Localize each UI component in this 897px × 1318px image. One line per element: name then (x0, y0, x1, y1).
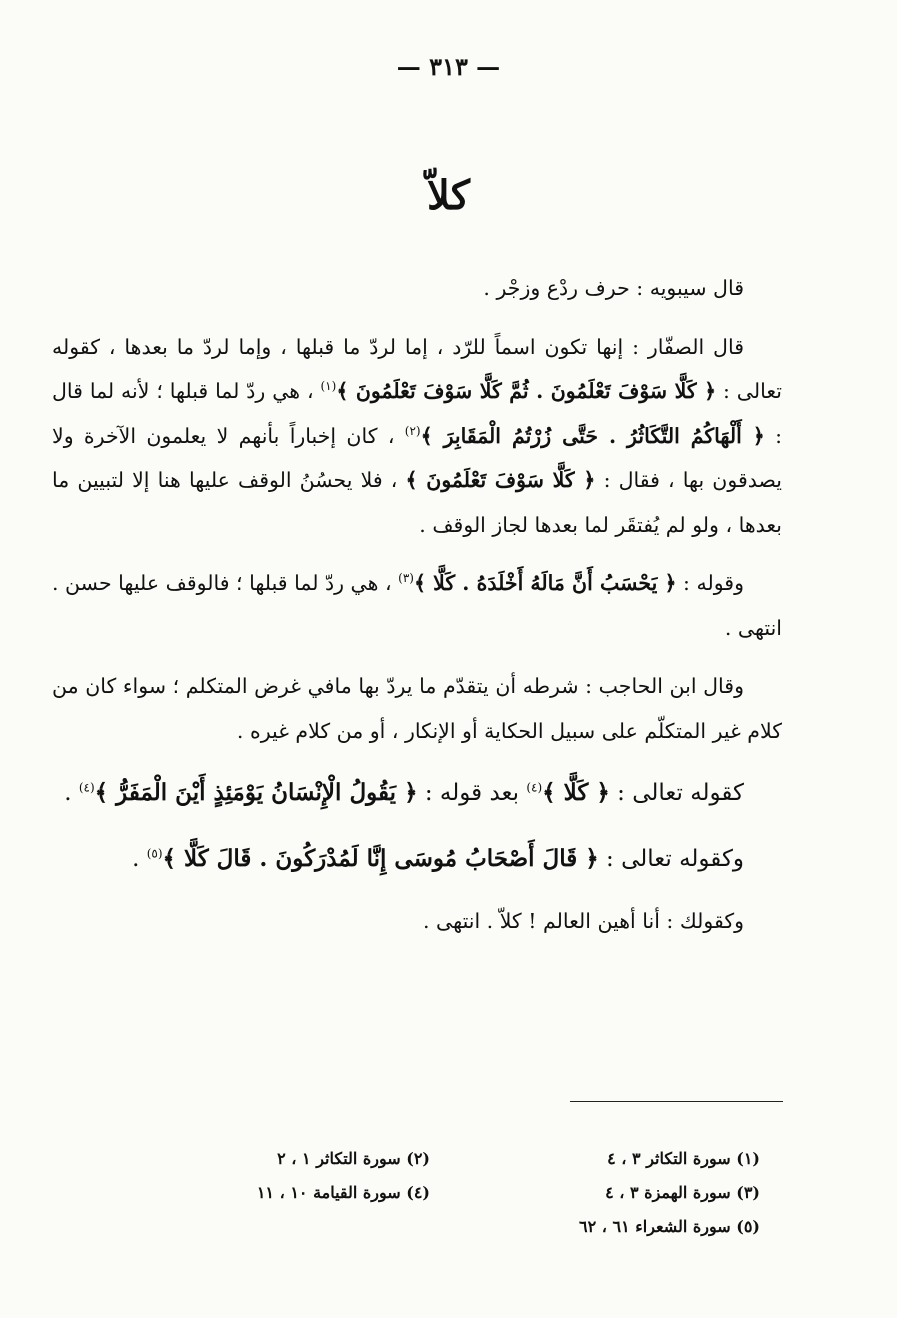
paragraph-ibn-hajib (52, 664, 782, 753)
footnote-ref: (١) (320, 379, 337, 394)
footnote-row (100, 1142, 760, 1176)
footnote-row (100, 1210, 760, 1244)
footnote-ref: (٣) (398, 571, 414, 586)
paragraph-text: قال الصفّار : إنها تكون اسماً للرّد ، إما لردّ ما قبلها ، وإما لردّ ما بعدها ، كقوله تعالى : (52, 334, 782, 403)
footnotes (100, 1142, 760, 1244)
footnote-5: (٥) سورة الشعراء ٦١ ، ٦٢ (578, 1217, 760, 1236)
paragraph-text: ، هي ردّ لما قبلها ؛ لأنه لما قال : (52, 379, 782, 448)
paragraph-example-qiyama (52, 767, 782, 819)
paragraph-text: وكقولك : أنا أهين العالم ! كلاّ . انتهى . (423, 909, 744, 933)
paragraph-text: . (64, 780, 79, 806)
paragraph-text: وقوله : (676, 571, 744, 595)
paragraph-text: ، هي ردّ لما قبلها ؛ فالوقف عليها حسن . انتهى . (52, 571, 782, 640)
paragraph-yahsabu (52, 561, 782, 650)
body-text (52, 266, 782, 944)
page-number: — ٣١٣ — (396, 52, 501, 81)
paragraph-text: وقال ابن الحاجب : شرطه أن يتقدّم ما يردّ بها مافي غرض المتكلم ؛ سواء كان من كلام غير المتكلّم على سبيل الحكاية أو الإنكار ، أو من كلام غيره . (52, 674, 782, 743)
paragraph-example-shuara (52, 833, 782, 885)
footnote-separator (570, 1101, 783, 1102)
paragraph-text: كقوله تعالى : (609, 780, 744, 806)
quran-quote: ﴿ كَلَّا ﴾ (542, 779, 610, 806)
paragraph-text: ، كان إخباراً بأنهم لا يعلمون الآخرة ولا يصدقون بها ، فقال : (52, 423, 782, 492)
paragraph-example-speech (52, 899, 782, 944)
footnote-1: (١) سورة التكاثر ٣ ، ٤ (607, 1149, 760, 1168)
quran-quote: ﴿ قَالَ أَصْحَابُ مُوسَى إِنَّا لَمُدْرَكُونَ . قَالَ كَلَّا ﴾ (162, 845, 599, 872)
footnote-ref: (٤) (526, 780, 543, 795)
footnote-ref: (٥) (146, 846, 163, 861)
footnote-4: (٤) سورة القيامة ١٠ ، ١١ (256, 1183, 430, 1202)
paragraph-text: . (132, 846, 147, 872)
footnote-3: (٣) سورة الهمزة ٣ ، ٤ (605, 1183, 760, 1202)
paragraph-saffar (52, 325, 782, 548)
paragraph-text: قال سيبويه : حرف ردْع وزجْر . (483, 276, 744, 300)
paragraph-text: ، فلا يحسُنُ الوقف عليها هنا إلا لتبيين ما بعدها ، ولو لم يُفتقَر لما بعدها لجاز الوقف . (52, 468, 782, 537)
entry-title: كلاّ (427, 172, 470, 219)
quran-quote: ﴿ كَلَّا سَوْفَ تَعْلَمُونَ ﴾ (405, 468, 596, 492)
paragraph-text: بعد قوله : (417, 780, 527, 806)
quran-quote: ﴿ يَحْسَبُ أَنَّ مَالَهُ أَخْلَدَهُ . كَلَّا ﴾ (413, 571, 677, 595)
footnote-ref: (٤) (78, 780, 95, 795)
paragraph-text: وكقوله تعالى : (598, 846, 744, 872)
quran-quote: ﴿ كَلَّا سَوْفَ تَعْلَمُونَ . ثُمَّ كَلَّا سَوْفَ تَعْلَمُونَ ﴾ (336, 379, 717, 403)
footnote-row (100, 1176, 760, 1210)
footnote-2: (٢) سورة التكاثر ١ ، ٢ (277, 1149, 430, 1168)
footnote-ref: (٢) (404, 423, 421, 438)
quran-quote: ﴿ أَلْهَاكُمُ التَّكَاثُرُ . حَتَّى زُرْتُمُ الْمَقَابِرَ ﴾ (420, 423, 765, 448)
quran-quote: ﴿ يَقُولُ الْإِنْسَانُ يَوْمَئِذٍ أَيْنَ الْمَفَرُّ ﴾ (94, 779, 418, 806)
paragraph-sibawayh (52, 266, 782, 311)
